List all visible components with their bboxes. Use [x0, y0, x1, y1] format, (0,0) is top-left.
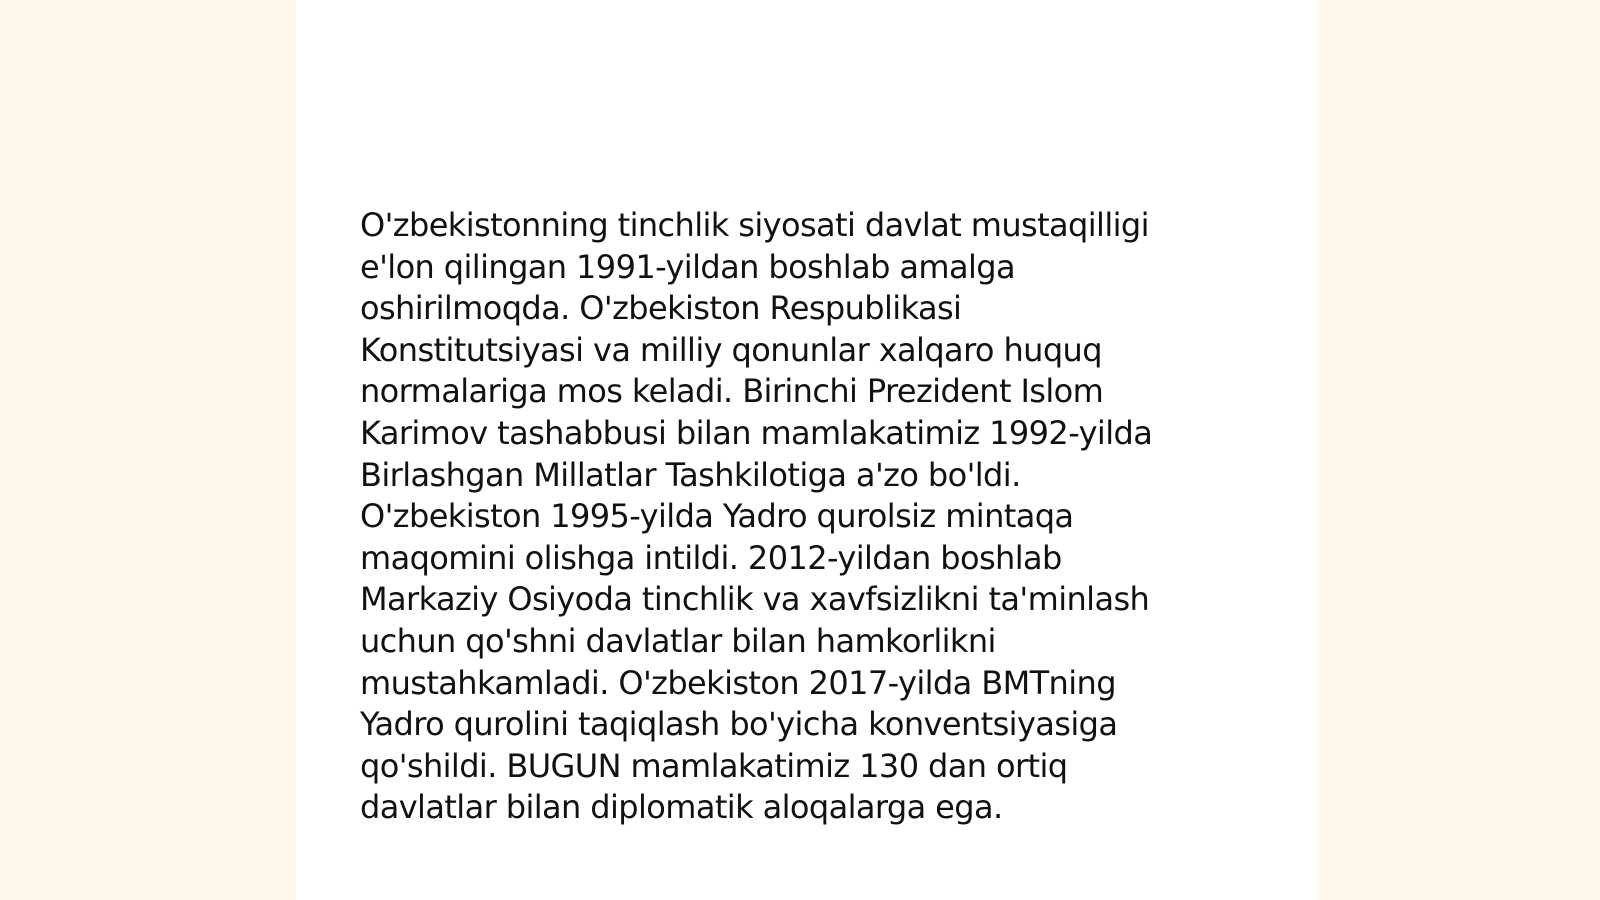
- document-page: [296, 0, 1318, 900]
- text-line: mustahkamladi. O'zbekiston 2017-yilda BMTning: [360, 663, 1116, 702]
- text-line: Yadro qurolini taqiqlash bo'yicha konventsiyasiga: [360, 705, 1118, 744]
- text-line: qo'shildi. BUGUN mamlakatimiz 130 dan ortiq: [360, 746, 1068, 785]
- text-line: normalariga mos keladi. Birinchi Prezident Islom: [360, 372, 1104, 411]
- text-line: oshirilmoqda. O'zbekiston Respublikasi: [360, 289, 962, 328]
- text-line: O'zbekistonning tinchlik siyosati davlat mustaqilligi: [360, 206, 1149, 244]
- text-line: Birlashgan Millatlar Tashkilotiga a'zo bo'ldi.: [360, 455, 1021, 494]
- text-line: Markaziy Osiyoda tinchlik va xavfsizlikni ta'minlash: [360, 580, 1150, 619]
- text-line: O'zbekiston 1995-yilda Yadro qurolsiz mintaqa: [360, 497, 1074, 536]
- body-paragraph: [360, 205, 1240, 829]
- text-line: Karimov tashabbusi bilan mamlakatimiz 1992-yilda: [360, 413, 1153, 452]
- text-line: e'lon qilingan 1991-yildan boshlab amalga: [360, 247, 1015, 286]
- text-line: davlatlar bilan diplomatik aloqalarga ega.: [360, 788, 1003, 827]
- text-line: uchun qo'shni davlatlar bilan hamkorlikni: [360, 621, 996, 660]
- text-line: Konstitutsiyasi va milliy qonunlar xalqaro huquq: [360, 330, 1102, 369]
- text-line: maqomini olishga intildi. 2012-yildan boshlab: [360, 538, 1062, 577]
